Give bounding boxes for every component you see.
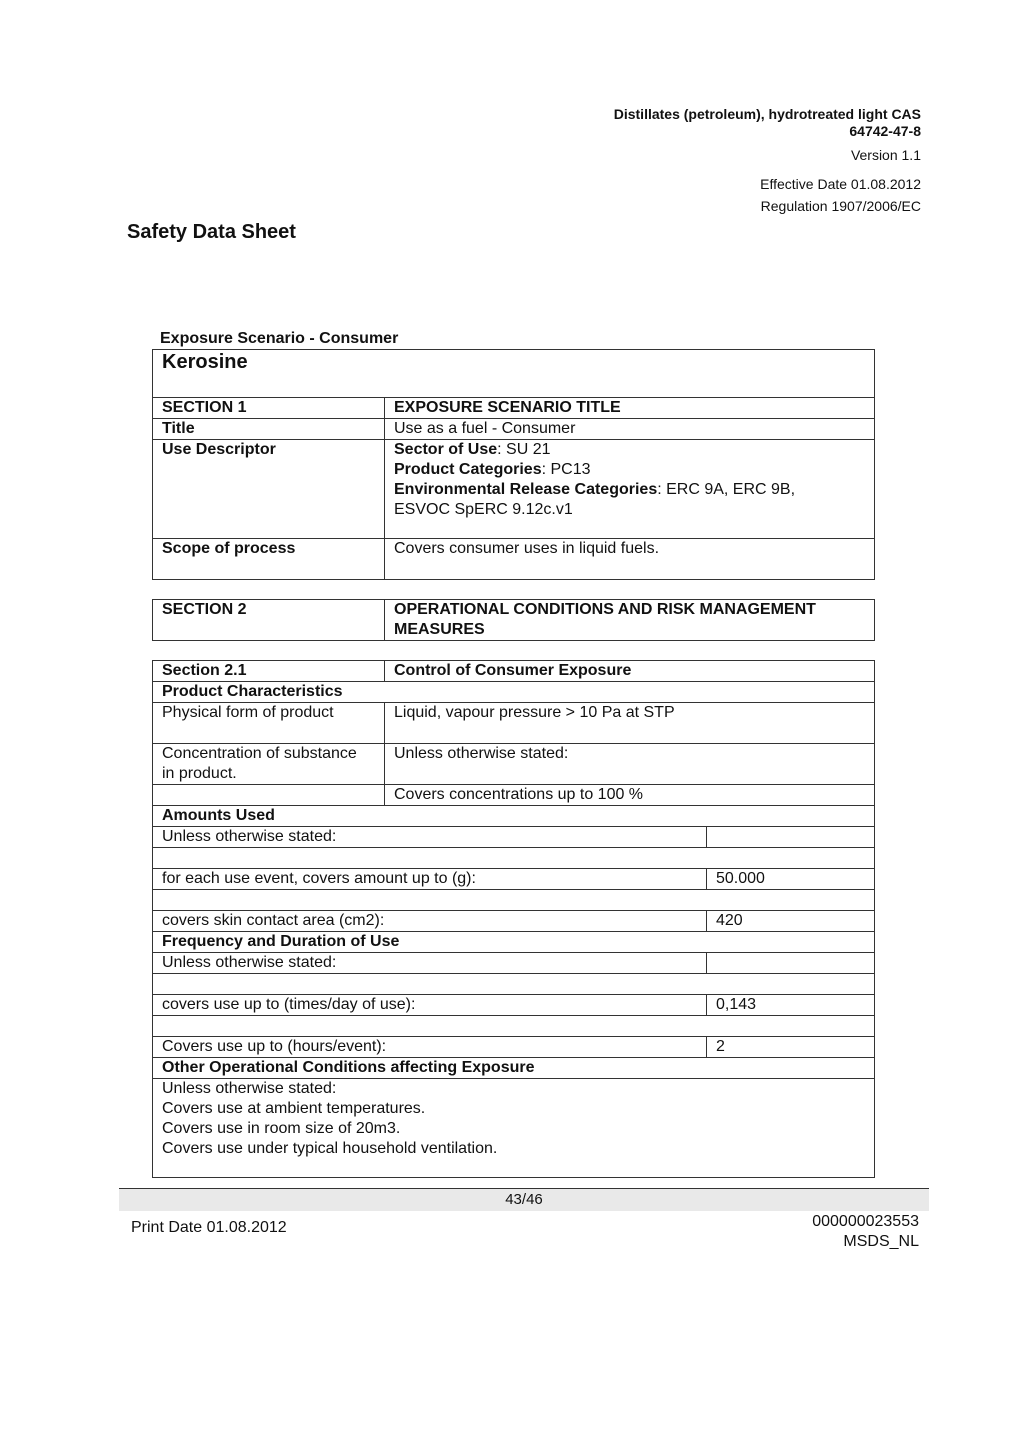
document-code: MSDS_NL [843,1233,919,1250]
other-conditions-heading: Other Operational Conditions affecting Exposure [153,1058,875,1079]
table-row [153,848,875,869]
table-row [153,1058,875,1079]
concentration-value-2: Covers concentrations up to 100 % [385,785,875,806]
product-name-line2: 64742-47-8 [849,123,921,139]
exposure-scenario-label: Exposure Scenario - Consumer [160,330,399,347]
concentration-label-line2: in product. [162,765,237,782]
print-date: Print Date 01.08.2012 [131,1219,287,1236]
product-characteristics-heading: Product Characteristics [153,682,875,703]
sector-label: Sector of Use [394,441,498,458]
product-category-value: : PC13 [541,461,591,478]
kerosine-title: Kerosine [153,350,875,398]
spacer-row [153,890,875,911]
effective-date: Effective Date 01.08.2012 [760,176,921,192]
table-row [153,682,875,703]
other-conditions-text [153,1079,875,1178]
table-row [153,932,875,953]
table-row [153,703,875,744]
table-row [153,953,875,974]
amounts-used-heading: Amounts Used [153,806,875,827]
other-line-2: Covers use at ambient temperatures. [162,1100,426,1117]
title-label: Title [153,419,385,440]
table-row [153,600,875,641]
table-row [153,827,875,848]
page-title: Safety Data Sheet [127,221,296,243]
product-name [614,106,921,140]
section1-heading: EXPOSURE SCENARIO TITLE [385,398,875,419]
other-line-1: Unless otherwise stated: [162,1080,337,1097]
section21-heading: Control of Consumer Exposure [385,661,875,682]
concentration-label-line1: Concentration of substance [162,745,357,762]
table-row [153,440,875,539]
concentration-value: Unless otherwise stated: [385,744,875,785]
product-category-label: Product Categories [394,461,542,478]
table-row [153,890,875,911]
table-row [153,995,875,1016]
page-number: 43/46 [505,1191,543,1208]
table-row [153,1016,875,1037]
empty-cell [153,785,385,806]
use-descriptor-label: Use Descriptor [153,440,385,539]
section2-label: SECTION 2 [153,600,385,641]
table-row [153,539,875,580]
table-row [153,1037,875,1058]
frequency-unless: Unless otherwise stated: [153,953,707,974]
spacer-row [153,974,875,995]
document-id [812,1212,919,1252]
section2-heading [385,600,875,641]
table-row [153,974,875,995]
erc-value: : ERC 9A, ERC 9B, [657,481,796,498]
footer-bar [119,1188,929,1211]
table-row [153,1079,875,1178]
table-row [153,911,875,932]
amounts-unless: Unless otherwise stated: [153,827,707,848]
kerosine-row [153,350,875,398]
section1-label: SECTION 1 [153,398,385,419]
table-row [153,398,875,419]
times-label: covers use up to (times/day of use): [153,995,707,1016]
skin-contact-value: 420 [707,911,875,932]
amount-event-label: for each use event, covers amount up to (g): [153,869,707,890]
table-row [153,785,875,806]
product-name-line1: Distillates (petroleum), hydrotreated light CAS [613,106,921,122]
hours-value: 2 [707,1037,875,1058]
scope-label: Scope of process [153,539,385,580]
sector-value: : SU 21 [497,441,551,458]
table-row [153,869,875,890]
empty-cell [707,953,875,974]
section21-label: Section 2.1 [153,661,385,682]
erc-label: Environmental Release Categories [394,481,658,498]
table-row [153,661,875,682]
section21-table [152,660,875,1178]
frequency-heading: Frequency and Duration of Use [153,932,875,953]
other-line-3: Covers use in room size of 20m3. [162,1120,401,1137]
section2-table [152,599,875,641]
skin-contact-label: covers skin contact area (cm2): [153,911,707,932]
title-value: Use as a fuel - Consumer [385,419,875,440]
section2-heading-line1: OPERATIONAL CONDITIONS AND RISK MANAGEMENT [394,601,816,618]
erc-value-2: ESVOC SpERC 9.12c.v1 [394,501,573,518]
spacer-row [153,1016,875,1037]
empty-cell [707,827,875,848]
document-number: 000000023553 [812,1213,919,1230]
amount-event-value: 50.000 [707,869,875,890]
times-value: 0,143 [707,995,875,1016]
section1-table [152,349,875,580]
table-row [153,806,875,827]
scope-value: Covers consumer uses in liquid fuels. [385,539,875,580]
table-row [153,744,875,785]
section2-heading-line2: MEASURES [394,621,485,638]
use-descriptor-value [385,440,875,539]
other-line-4: Covers use under typical household ventilation. [162,1140,498,1157]
table-row [153,419,875,440]
regulation: Regulation 1907/2006/EC [760,198,921,214]
hours-label: Covers use up to (hours/event): [153,1037,707,1058]
physical-form-value: Liquid, vapour pressure > 10 Pa at STP [385,703,875,744]
spacer-row [153,848,875,869]
concentration-label [153,744,385,785]
version: Version 1.1 [850,147,921,163]
physical-form-label: Physical form of product [153,703,385,744]
